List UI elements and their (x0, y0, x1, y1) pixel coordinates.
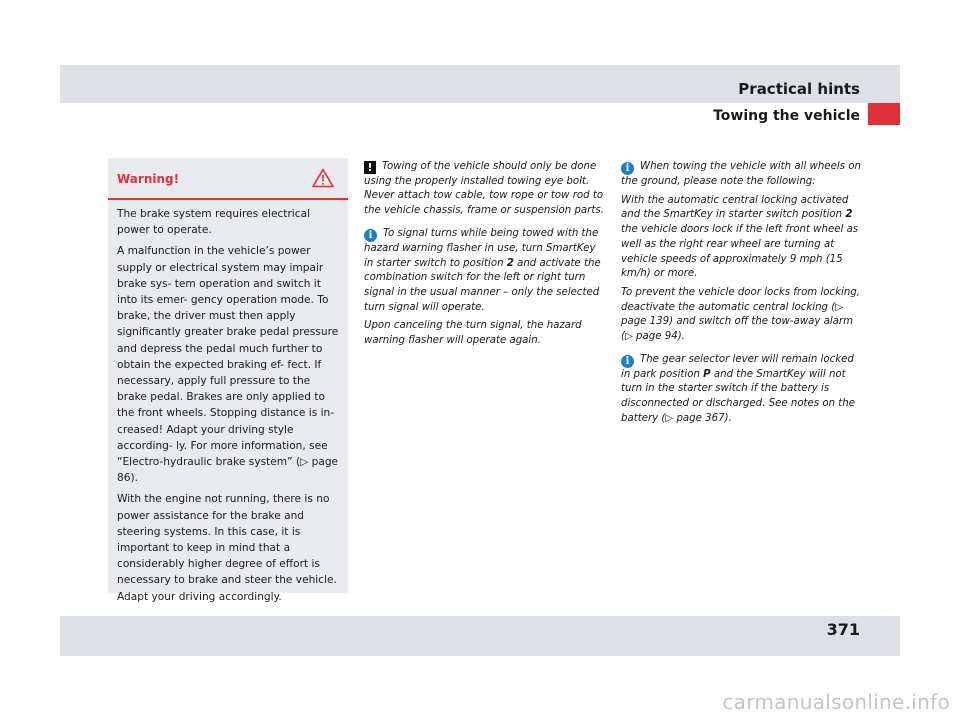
info-text: With the automatic central locking activated and the SmartKey in starter switch position (621, 194, 849, 221)
switch-position: 2 (845, 209, 853, 221)
warning-header (108, 158, 348, 200)
subsection-title: Towing the vehicle (713, 108, 860, 124)
right-column (621, 160, 866, 435)
info-paragraph: To prevent the vehicle door locks from locking, deactivate the automatic central locking (▷ page 139) and switch off the tow-away alarm (▷ page 94). (621, 286, 861, 343)
info-paragraph (621, 160, 866, 190)
info-icon: i (364, 229, 377, 242)
info-icon: i (621, 162, 634, 175)
park-position: P (703, 368, 711, 380)
info-text: To signal turns while being towed with the hazard warning flasher in use, turn SmartKey in starter switch to position (364, 227, 599, 269)
info-text: and activate the combination switch for the left or right turn signal in the usual manner – only the selected turn signal will operate. (364, 257, 601, 313)
footer-band (60, 616, 900, 656)
warning-triangle-icon (312, 168, 334, 192)
switch-position: 2 (506, 257, 514, 269)
page-number: 371 (826, 620, 860, 639)
warning-label: Warning! (117, 172, 180, 186)
info-paragraph (621, 194, 866, 282)
warning-paragraph: With the engine not running, there is no power assistance for the brake and steering systems. In this case, it is important to keep in mind that a considerably higher degree of effort is necessary to brake and steer the vehicle. Adapt your driving accordingly. (117, 493, 337, 603)
section-tab-marker (868, 103, 900, 125)
notice-paragraph (364, 160, 604, 219)
info-paragraph (364, 227, 604, 316)
exclamation-icon: ! (364, 161, 376, 174)
warning-paragraph: The brake system requires electrical power to operate. (117, 208, 311, 237)
warning-body (108, 200, 348, 605)
info-text: the vehicle doors lock if the left front wheel as well as the right rear wheel are turning at vehicle speeds of approximately 9 mph (15 km/h) or more. (621, 224, 859, 280)
warning-paragraph: A malfunction in the vehicle’s power supply or electrical system may impair brake sys- tem operation and switch it into its emer- gency operation mode. To brake, the driver must then apply significantly greater brake pedal pressure and depress the pedal much further to obtain the expected braking ef- fect. If necessary, apply full pressure to the brake pedal. Brakes are only applied to the front wheels. Stopping distance is in- creased! Adapt your driving style according- ly. For more information, see “Electro-hydraulic brake system” (▷ page 86). (117, 245, 339, 485)
info-paragraph (621, 353, 866, 427)
info-text: The gear selector lever will remain locked in park position (621, 353, 854, 380)
info-text: When towing the vehicle with all wheels on the ground, please note the following: (621, 161, 861, 187)
warning-box (108, 158, 348, 603)
middle-column (364, 160, 604, 357)
notice-text: Towing of the vehicle should only be done using the properly installed towing eye bolt. Never attach tow cable, tow rope or tow rod to the vehicle chassis, frame or suspension parts. (364, 161, 604, 217)
info-icon: i (621, 355, 634, 368)
info-paragraph: Upon canceling the turn signal, the hazard warning flasher will operate again. (364, 320, 582, 347)
info-text: and the SmartKey will not turn in the starter switch if the battery is disconnected or discharged. See notes on the battery (▷ page 367). (621, 368, 856, 424)
watermark-text: carmanualsonline.info (722, 690, 950, 714)
section-title: Practical hints (738, 80, 860, 98)
